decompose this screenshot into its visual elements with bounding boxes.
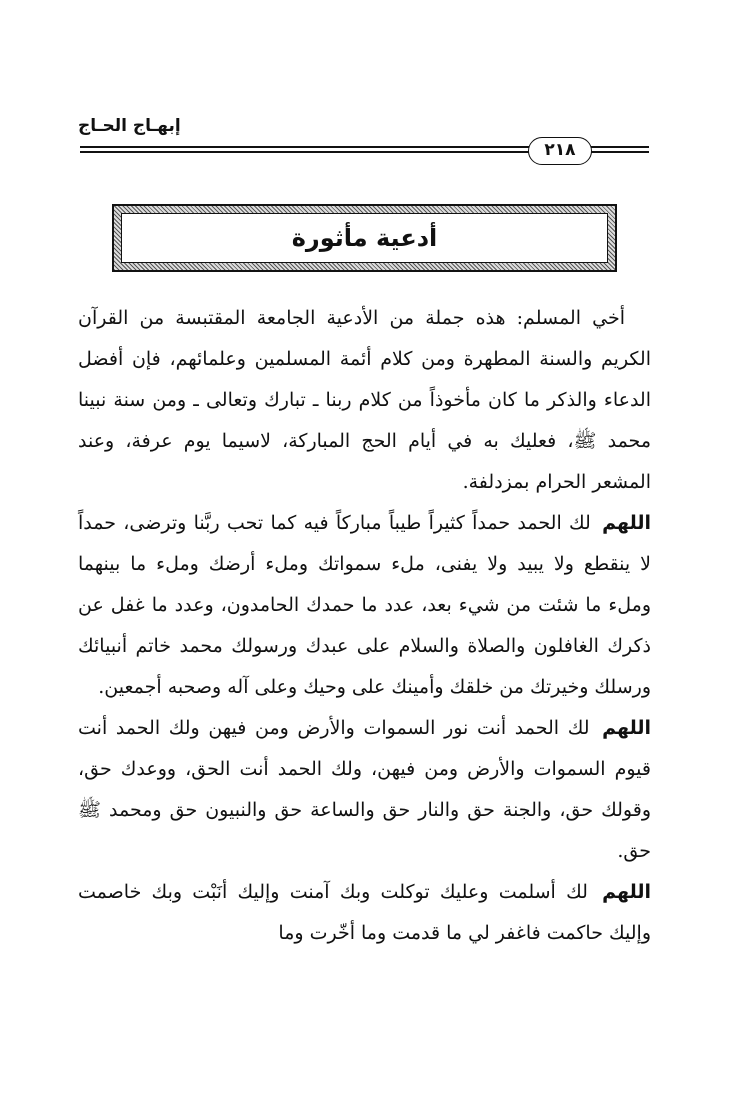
intro-paragraph: أخي المسلم: هذه جملة من الأدعية الجامعة المقتبسة من القرآن الكريم والسنة المطهرة ومن كلام أئمة المسلمين وعلمائهم، فإن أفضل الدعاء والذكر ما كان مأخوذاً من كلام ربنا ـ تبارك وتعالى ـ ومن سنة نبينا محمد ﷺ، فعليك به في أيام الحج المباركة، لاسيما يوم عرفة، وعند المشعر الحرام بمزدلفة. xyxy=(78,307,651,493)
page-number: ٢١٨ xyxy=(528,137,592,165)
dua-invocation: اللهم xyxy=(602,881,651,903)
dua-paragraph xyxy=(78,872,651,954)
dua-invocation: اللهم xyxy=(602,717,651,739)
running-title: إبهـاج الحـاج xyxy=(78,116,181,136)
dua-text: لك أسلمت وعليك توكلت وبك آمنت وإليك أنَبْت وبك خاصمت وإليك حاكمت فاغفر لي ما قدمت وما أخّرت وما xyxy=(78,881,651,944)
dua-invocation: اللهم xyxy=(602,512,651,534)
dua-paragraph xyxy=(78,708,651,872)
dua-text: لك الحمد أنت نور السموات والأرض ومن فيهن ولك الحمد أنت قيوم السموات والأرض ومن فيهن، ولك الحمد أنت الحق، ووعدك حق، وقولك حق، والجنة حق والنار حق والساعة حق والنبيون حق ومحمد ﷺ حق. xyxy=(78,717,651,862)
section-title: أدعية مأثورة xyxy=(291,224,438,252)
body-text xyxy=(78,298,651,954)
dua-text: لك الحمد حمداً كثيراً طيباً مباركاً فيه كما تحب ربَّنا وترضى، حمداً لا ينقطع ولا يبيد ولا يفنى، ملء سمواتك وملء أرضك وملء ما بينهما وملء ما شئت من شيء بعد، عدد ما حمدك الحامدون، وعدد ما غفل عن ذكرك الغافلون والصلاة والسلام على عبدك ورسولك محمد خاتم أنبيائك ورسلك وخيرتك من خلقك وأمينك على وحيك وعلى آله وصحبه أجمعين. xyxy=(78,512,651,698)
section-title-box xyxy=(121,213,608,263)
dua-paragraph xyxy=(78,503,651,708)
section-title-frame xyxy=(112,204,617,272)
